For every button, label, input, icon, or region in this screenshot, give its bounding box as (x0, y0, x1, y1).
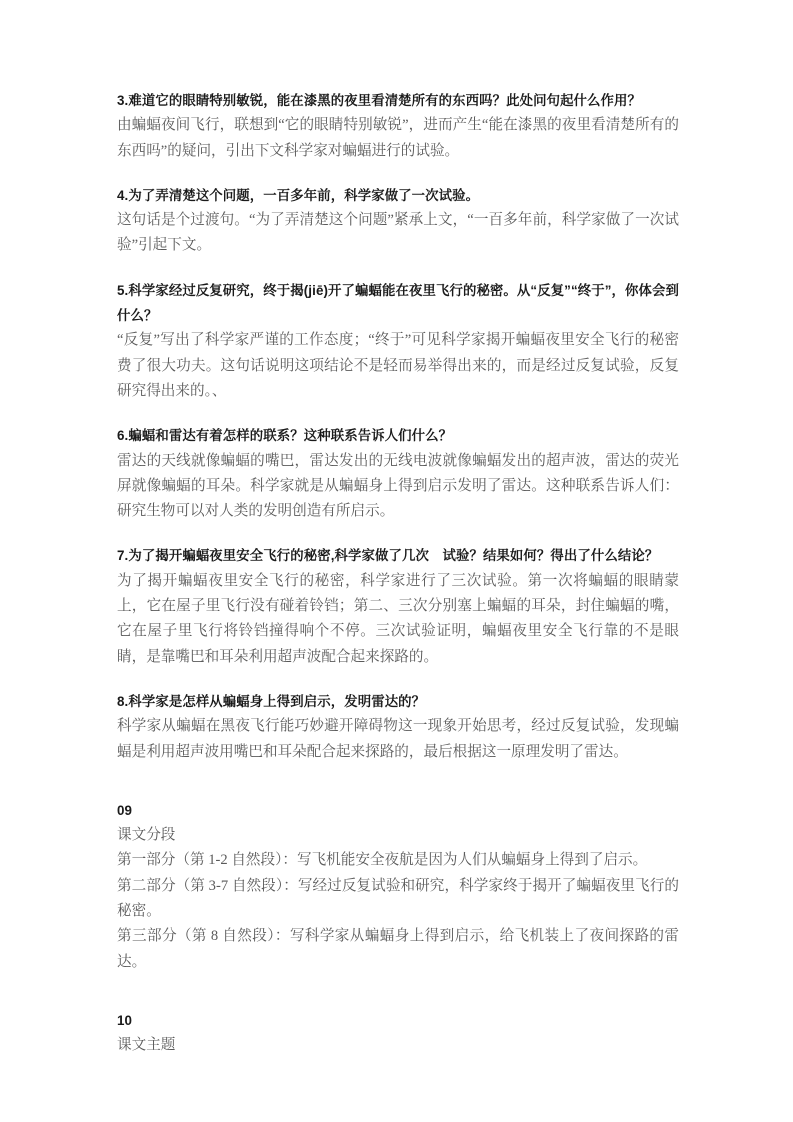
question-heading-7: 7.为了揭开蝙蝠夜里安全飞行的秘密,科学家做了几次 试验？结果如何？得出了什么结论？ (117, 548, 659, 564)
qa-block-6 (117, 423, 679, 524)
section-number-10: 10 (117, 1012, 132, 1028)
question-heading-6: 6.蝙蝠和雷达有着怎样的联系？这种联系告诉人们什么？ (117, 428, 453, 444)
section-paragraph-part-1: 第一部分（第 1-2 自然段）：写飞机能安全夜航是因为人们从蝙蝠身上得到了启示。 (117, 852, 648, 869)
qa-block-3 (117, 88, 679, 164)
question-answer-7: 为了揭开蝙蝠夜里安全飞行的秘密，科学家进行了三次试验。第一次将蝙蝠的眼睛蒙上，它在屋子里飞行没有碰着铃铛；第二、三次分别塞上蝙蝠的耳朵，封住蝙蝠的嘴，它在屋子里飞行将铃铛撞得响个不停。三次试验证明，蝙蝠夜里安全飞行靠的不是眼睛，是靠嘴巴和耳朵利用超声波配合起来探路的。 (117, 572, 679, 665)
section-paragraph-part-2: 第二部分（第 3-7 自然段）：写经过反复试验和研究，科学家终于揭开了蝙蝠夜里飞行的秘密。 (117, 877, 679, 920)
question-heading-5: 5.科学家经过反复研究，终于揭(jiē)开了蝙蝠能在夜里飞行的秘密。从“反复”“终于”，你体会到什么？ (117, 282, 680, 324)
qa-block-7 (117, 543, 679, 669)
section-number-09: 09 (117, 802, 132, 818)
qa-block-5 (117, 278, 679, 404)
document-content (117, 88, 679, 1078)
section-spacer-2 (117, 994, 679, 1008)
qa-block-8 (117, 689, 679, 765)
question-answer-8: 科学家从蝙蝠在黑夜飞行能巧妙避开障碍物这一现象开始思考，经过反复试验，发现蝙蝠是利用超声波用嘴巴和耳朵配合起来探路的，最后根据这一原理发明了雷达。 (117, 718, 679, 760)
section-paragraph-part-3: 第三部分（第 8 自然段）：写科学家从蝙蝠身上得到启示，给飞机装上了夜间探路的雷达。 (117, 928, 679, 970)
section-title-10: 课文主题 (117, 1037, 176, 1054)
question-answer-4: 这句话是个过渡句。“为了弄清楚这个问题”紧承上文，“一百多年前，科学家做了一次试验”引起下文。 (117, 212, 679, 254)
question-heading-8: 8.科学家是怎样从蝙蝠身上得到启示，发明雷达的？ (117, 693, 426, 709)
question-heading-3: 3.难道它的眼睛特别敏锐，能在漆黑的夜里看清楚所有的东西吗？此处问句起什么作用？ (117, 93, 642, 108)
section-block-09 (117, 798, 679, 975)
question-heading-4: 4.为了弄清楚这个问题，一百多年前，科学家做了一次试验。 (117, 187, 480, 203)
question-answer-3: 由蝙蝠夜间飞行，联想到“它的眼睛特别敏锐”，进而产生“能在漆黑的夜里看清楚所有的东西吗”的疑问，引出下文科学家对蝙蝠进行的试验。 (117, 117, 679, 159)
section-block-10 (117, 1008, 679, 1059)
qa-block-4 (117, 183, 679, 259)
question-answer-6: 雷达的天线就像蝙蝠的嘴巴，雷达发出的无线电波就像蝙蝠发出的超声波，雷达的荧光屏就像蝙蝠的耳朵。科学家就是从蝙蝠身上得到启示发明了雷达。这种联系告诉人们：研究生物可以对人类的发明创造有所启示。 (117, 452, 679, 520)
section-title-09: 课文分段 (117, 827, 176, 844)
question-answer-5: “反复”写出了科学家严谨的工作态度；“终于”可见科学家揭开蝙蝠夜里安全飞行的秘密费了很大功夫。这句话说明这项结论不是轻而易举得出来的，而是经过反复试验，反复研究得出来的。、 (117, 332, 679, 399)
section-spacer (117, 784, 679, 798)
